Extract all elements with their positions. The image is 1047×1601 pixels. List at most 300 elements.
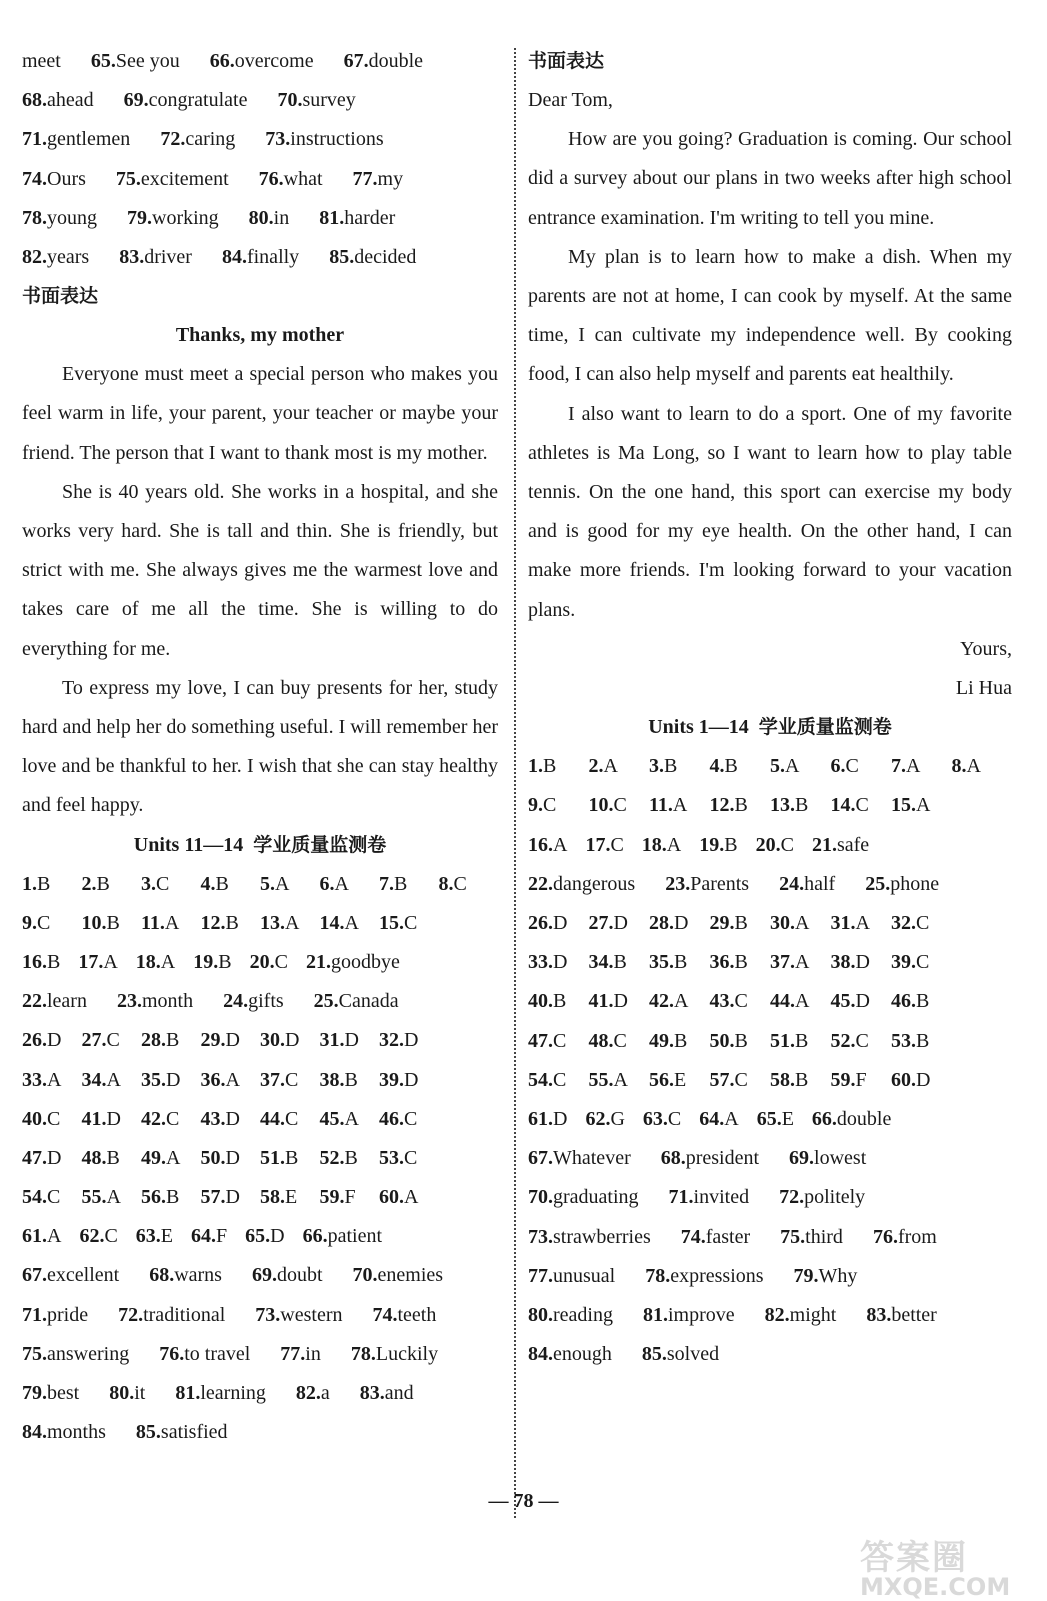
answer-item bbox=[22, 238, 89, 277]
answer-text: B bbox=[795, 1068, 809, 1091]
answer-text: learning bbox=[200, 1382, 266, 1404]
answer-row bbox=[528, 1178, 1012, 1217]
answer-text: B bbox=[106, 911, 120, 934]
answer-item bbox=[136, 1413, 228, 1452]
answer-item bbox=[952, 747, 1013, 786]
answer-item bbox=[770, 943, 831, 982]
answer-row bbox=[22, 904, 498, 943]
answer-number: 68. bbox=[660, 1147, 686, 1170]
answer-text: A bbox=[344, 911, 359, 934]
answer-text: Ours bbox=[47, 167, 86, 190]
answer-block-top bbox=[22, 42, 498, 277]
answer-item bbox=[22, 199, 97, 238]
answer-number: 8. bbox=[438, 872, 454, 895]
answer-row bbox=[22, 160, 498, 199]
answer-number: 72. bbox=[160, 128, 186, 151]
answer-item bbox=[865, 865, 939, 904]
answer-text: B bbox=[215, 872, 229, 895]
answer-number: 79. bbox=[22, 1382, 47, 1404]
answer-text: D bbox=[916, 1068, 931, 1091]
answer-number: 58. bbox=[260, 1186, 285, 1209]
answer-text: C bbox=[47, 1107, 61, 1130]
answer-text: A bbox=[666, 833, 682, 856]
answer-number: 36. bbox=[200, 1068, 226, 1091]
answer-item bbox=[222, 238, 299, 277]
answer-number: 69. bbox=[789, 1147, 815, 1170]
answer-number: 78. bbox=[22, 206, 47, 229]
answer-item bbox=[22, 1100, 82, 1139]
answer-text: B bbox=[724, 833, 738, 856]
answer-text: C bbox=[285, 1068, 299, 1091]
answer-item bbox=[353, 1256, 444, 1295]
answer-number: 45. bbox=[319, 1107, 345, 1130]
answer-text: See you bbox=[115, 50, 180, 72]
answer-item bbox=[891, 982, 952, 1021]
answer-item bbox=[319, 199, 395, 238]
answer-text: C bbox=[274, 950, 288, 973]
answer-item bbox=[353, 160, 404, 199]
answer-number: 40. bbox=[22, 1107, 47, 1130]
answer-number: 27. bbox=[588, 912, 614, 934]
answer-text: in bbox=[273, 206, 290, 229]
watermark-url: MXQE.COM bbox=[860, 1573, 1011, 1601]
answer-item bbox=[306, 943, 400, 982]
answer-number: 63. bbox=[135, 1225, 161, 1248]
answer-number: 81. bbox=[642, 1303, 668, 1326]
answer-number: 70. bbox=[528, 1186, 553, 1209]
answer-number: 19. bbox=[699, 833, 725, 856]
answer-text: D bbox=[553, 951, 568, 974]
answer-number: 26. bbox=[528, 912, 553, 934]
answer-item bbox=[379, 865, 439, 904]
answer-number: 3. bbox=[141, 872, 156, 895]
answer-item bbox=[831, 943, 892, 982]
answer-item bbox=[873, 1218, 937, 1257]
answer-item bbox=[329, 238, 416, 277]
answer-item bbox=[191, 1217, 227, 1256]
answer-row bbox=[528, 1296, 1012, 1335]
answer-number: 64. bbox=[699, 1107, 725, 1130]
answer-row bbox=[22, 1256, 498, 1295]
answer-item bbox=[22, 1335, 129, 1374]
answer-item bbox=[710, 982, 771, 1021]
answer-number: 85. bbox=[641, 1343, 667, 1366]
answer-number: 7. bbox=[379, 872, 394, 895]
answer-number: 12. bbox=[200, 911, 226, 934]
unit-heading-1-14 bbox=[528, 708, 1012, 747]
answer-number: 44. bbox=[770, 990, 795, 1013]
answer-text: E bbox=[674, 1068, 687, 1091]
answer-item bbox=[141, 1178, 201, 1217]
answer-number: 85. bbox=[135, 1421, 161, 1444]
answer-number: 46. bbox=[891, 990, 916, 1013]
answer-number: 51. bbox=[260, 1146, 285, 1169]
answer-item bbox=[320, 1021, 380, 1060]
answer-item bbox=[265, 120, 383, 159]
answer-number: 39. bbox=[891, 951, 916, 974]
answer-text: meet bbox=[22, 50, 61, 72]
answer-text: D bbox=[225, 1029, 240, 1052]
answer-row bbox=[528, 1100, 1012, 1139]
answer-text: D bbox=[47, 1029, 62, 1052]
answer-item bbox=[22, 160, 86, 199]
answer-text: C bbox=[855, 1029, 869, 1052]
answer-text: C bbox=[845, 755, 859, 778]
answer-row bbox=[22, 982, 498, 1021]
answer-text: D bbox=[404, 1029, 419, 1052]
answer-item bbox=[119, 238, 192, 277]
answer-item bbox=[528, 1335, 612, 1374]
answer-item bbox=[649, 943, 710, 982]
answer-item bbox=[245, 1217, 284, 1256]
answer-text: Luckily bbox=[375, 1342, 439, 1365]
answer-item bbox=[379, 1139, 439, 1178]
answer-item bbox=[831, 982, 892, 1021]
answer-item bbox=[649, 747, 710, 786]
answer-item bbox=[665, 865, 749, 904]
answer-text: A bbox=[285, 911, 300, 934]
answer-text: C bbox=[553, 1068, 567, 1091]
unit-title: Units 1—14 bbox=[648, 716, 749, 739]
answer-item bbox=[320, 1139, 380, 1178]
answer-text: C bbox=[613, 1029, 627, 1052]
unit-heading-11-14 bbox=[22, 826, 498, 865]
answer-text: Whatever bbox=[553, 1147, 631, 1170]
answer-text: B bbox=[734, 794, 748, 817]
answer-number: 35. bbox=[649, 951, 674, 974]
answer-item bbox=[589, 904, 650, 943]
answer-number: 78. bbox=[350, 1342, 376, 1365]
answer-item bbox=[891, 747, 952, 786]
answer-row bbox=[528, 943, 1012, 982]
answer-item bbox=[710, 1022, 771, 1061]
answer-text: B bbox=[37, 872, 51, 895]
paragraph: My plan is to learn how to make a dish. When my parents are not at home, I can cook by myself. At the same time, I can cultivate my independence well. By cooking food, I can also help myself and parents eat healthily. bbox=[528, 245, 1012, 386]
answer-item bbox=[141, 865, 201, 904]
answer-number: 4. bbox=[200, 872, 216, 895]
answer-number: 11. bbox=[141, 911, 165, 934]
answer-row bbox=[528, 786, 1012, 825]
answer-item bbox=[193, 943, 231, 982]
answer-item bbox=[22, 1139, 82, 1178]
answer-number: 57. bbox=[709, 1068, 735, 1091]
answer-row bbox=[22, 1061, 498, 1100]
answer-text: might bbox=[789, 1303, 837, 1326]
answer-text: double bbox=[368, 50, 424, 72]
answer-row bbox=[22, 199, 498, 238]
essay-body bbox=[22, 355, 498, 825]
answer-number: 33. bbox=[528, 951, 553, 974]
answer-number: 56. bbox=[649, 1068, 674, 1091]
answer-number: 26. bbox=[22, 1029, 47, 1052]
answer-text: harder bbox=[344, 206, 396, 229]
answer-item bbox=[770, 1022, 831, 1061]
answer-number: 6. bbox=[319, 872, 335, 895]
answer-row bbox=[22, 1217, 498, 1256]
answer-text: D bbox=[225, 1146, 240, 1169]
answer-number: 80. bbox=[248, 206, 274, 229]
answer-number: 76. bbox=[159, 1342, 185, 1365]
answer-row bbox=[528, 1257, 1012, 1296]
answer-number: 43. bbox=[200, 1107, 226, 1130]
answer-item bbox=[82, 1021, 142, 1060]
answer-text: B bbox=[166, 1186, 180, 1209]
answer-number: 71. bbox=[22, 128, 47, 151]
answer-text: and bbox=[384, 1382, 414, 1404]
answer-text: Canada bbox=[338, 990, 399, 1013]
answer-text: A bbox=[404, 1186, 419, 1209]
answer-number: 53. bbox=[379, 1146, 404, 1169]
answer-text: D bbox=[674, 912, 689, 934]
answer-number: 24. bbox=[223, 990, 249, 1013]
answer-text: B bbox=[285, 1146, 299, 1169]
answer-text: C bbox=[404, 1107, 418, 1130]
answer-text: enough bbox=[553, 1343, 612, 1366]
answer-text: F bbox=[344, 1186, 356, 1209]
answer-item bbox=[22, 1021, 82, 1060]
answer-text: C bbox=[610, 833, 624, 856]
answer-number: 79. bbox=[127, 206, 152, 229]
answer-item bbox=[22, 904, 82, 943]
answer-row bbox=[22, 1413, 498, 1452]
answer-number: 78. bbox=[645, 1264, 671, 1287]
section-heading-writing: 书面表达 bbox=[22, 285, 99, 308]
section-heading-writing: 书面表达 bbox=[528, 50, 605, 72]
right-column bbox=[528, 42, 1012, 1374]
answer-text: C bbox=[553, 1029, 567, 1052]
answer-number: 1. bbox=[528, 755, 543, 778]
answer-number: 67. bbox=[22, 1264, 47, 1287]
answer-text: B bbox=[96, 872, 110, 895]
answer-item bbox=[109, 1374, 145, 1413]
answer-text: D bbox=[166, 1068, 181, 1091]
answer-number: 25. bbox=[313, 990, 339, 1013]
answer-text: C bbox=[613, 794, 627, 817]
answer-text: driver bbox=[144, 245, 192, 268]
answer-number: 41. bbox=[81, 1107, 107, 1130]
answer-item bbox=[649, 982, 710, 1021]
answer-item bbox=[589, 786, 650, 825]
answer-row bbox=[22, 42, 498, 81]
answer-item bbox=[812, 826, 869, 865]
answer-text: D bbox=[553, 912, 568, 934]
answer-row bbox=[22, 865, 498, 904]
paragraph: I also want to learn to do a sport. One of my favorite athletes is Ma Long, so I want to learn how to play table tennis. On the one hand, this sport can exercise my body and is good for my eye health. On the other hand, I can make more friends. I'm looking forward to your vacation plans. bbox=[528, 402, 1012, 621]
answer-item bbox=[175, 1374, 266, 1413]
answer-number: 18. bbox=[135, 950, 161, 973]
answer-number: 52. bbox=[830, 1029, 856, 1052]
answer-number: 39. bbox=[379, 1068, 404, 1091]
answer-text: caring bbox=[185, 128, 236, 151]
answer-text: B bbox=[734, 1029, 748, 1052]
answer-item bbox=[252, 1256, 323, 1295]
answer-text: Parents bbox=[690, 872, 750, 895]
answer-number: 34. bbox=[81, 1068, 107, 1091]
answer-text: A bbox=[795, 912, 810, 934]
answer-number: 2. bbox=[81, 872, 97, 895]
answer-item bbox=[779, 1178, 865, 1217]
answer-row bbox=[528, 865, 1012, 904]
answer-text: western bbox=[280, 1303, 343, 1326]
answer-item bbox=[757, 1100, 794, 1139]
answer-item bbox=[136, 1217, 173, 1256]
answer-item bbox=[649, 1022, 710, 1061]
answer-item bbox=[320, 1178, 380, 1217]
answer-row bbox=[528, 826, 1012, 865]
answer-item bbox=[770, 747, 831, 786]
answer-number: 34. bbox=[588, 951, 614, 974]
answer-text: A bbox=[795, 951, 810, 974]
answer-number: 82. bbox=[295, 1382, 321, 1404]
answer-number: 67. bbox=[343, 50, 369, 72]
answer-item bbox=[22, 1178, 82, 1217]
answer-row bbox=[528, 1022, 1012, 1061]
answer-number: 70. bbox=[352, 1264, 378, 1287]
answer-number: 53. bbox=[891, 1029, 916, 1052]
answer-number: 37. bbox=[770, 951, 795, 974]
answer-text: strawberries bbox=[553, 1225, 651, 1248]
answer-text: lowest bbox=[814, 1147, 867, 1170]
answer-text: A bbox=[613, 1068, 628, 1091]
answer-number: 38. bbox=[319, 1068, 345, 1091]
answer-item bbox=[831, 786, 892, 825]
answer-number: 45. bbox=[830, 990, 856, 1013]
page-number: — 78 — bbox=[488, 1490, 559, 1512]
answer-item bbox=[210, 42, 314, 81]
answer-item bbox=[528, 1061, 589, 1100]
answer-item bbox=[260, 1139, 320, 1178]
answer-item bbox=[891, 943, 952, 982]
answer-item bbox=[117, 982, 193, 1021]
letter-body bbox=[528, 120, 1012, 630]
answer-item bbox=[528, 1257, 615, 1296]
answer-text: B bbox=[394, 872, 408, 895]
answer-item bbox=[699, 826, 737, 865]
answer-text: D bbox=[225, 1107, 240, 1130]
answer-item bbox=[643, 1100, 681, 1139]
answer-row bbox=[22, 1100, 498, 1139]
answer-number: 27. bbox=[81, 1029, 107, 1052]
answer-text: A bbox=[674, 990, 689, 1013]
answer-item bbox=[528, 1178, 639, 1217]
answer-text: traditional bbox=[143, 1303, 226, 1326]
answer-text: C bbox=[47, 1186, 61, 1209]
answer-number: 73. bbox=[528, 1225, 553, 1248]
answer-text: B bbox=[795, 794, 809, 817]
answer-item bbox=[260, 1061, 320, 1100]
essay-title: Thanks, my mother bbox=[175, 324, 345, 347]
letter-signature: Li Hua bbox=[955, 677, 1012, 700]
answer-number: 79. bbox=[793, 1264, 819, 1287]
answer-text: D bbox=[270, 1225, 285, 1248]
answer-item bbox=[649, 1061, 710, 1100]
answer-item bbox=[831, 747, 892, 786]
letter-closing: Yours, bbox=[960, 637, 1012, 660]
answer-text: invited bbox=[693, 1186, 750, 1209]
answer-number: 71. bbox=[22, 1303, 47, 1326]
answer-number: 61. bbox=[22, 1225, 47, 1248]
answer-number: 66. bbox=[302, 1225, 328, 1248]
answer-number: 75. bbox=[115, 167, 141, 190]
answer-number: 69. bbox=[251, 1264, 277, 1287]
answer-row bbox=[22, 1374, 498, 1413]
answer-number: 13. bbox=[770, 794, 795, 817]
answer-item bbox=[831, 1061, 892, 1100]
answer-item bbox=[344, 42, 423, 81]
answer-text: E bbox=[781, 1107, 794, 1130]
answer-number: 23. bbox=[116, 990, 142, 1013]
answer-item bbox=[351, 1335, 438, 1374]
answer-item bbox=[360, 1374, 414, 1413]
answer-number: 60. bbox=[891, 1068, 916, 1091]
answer-number: 55. bbox=[588, 1068, 614, 1091]
answer-item bbox=[277, 81, 355, 120]
answer-number: 8. bbox=[951, 755, 967, 778]
answer-text: B bbox=[795, 1029, 809, 1052]
answer-item bbox=[82, 865, 142, 904]
answer-text: C bbox=[106, 1029, 120, 1052]
answer-item bbox=[669, 1178, 750, 1217]
answer-number: 85. bbox=[329, 245, 355, 268]
left-column bbox=[22, 42, 498, 1452]
answer-item bbox=[124, 81, 248, 120]
answer-text: A bbox=[672, 794, 688, 817]
answer-text: A bbox=[795, 990, 810, 1013]
answer-number: 22. bbox=[528, 872, 553, 895]
answer-item bbox=[373, 1296, 437, 1335]
answer-number: 10. bbox=[588, 794, 614, 817]
answer-item bbox=[249, 199, 290, 238]
answer-item bbox=[528, 1100, 567, 1139]
answer-number: 80. bbox=[109, 1382, 135, 1404]
answer-text: instructions bbox=[290, 128, 384, 151]
answer-row bbox=[528, 1335, 1012, 1374]
answer-text: faster bbox=[705, 1225, 751, 1248]
answer-item bbox=[661, 1139, 759, 1178]
answer-item bbox=[116, 160, 229, 199]
answer-number: 68. bbox=[22, 89, 47, 112]
answer-text: survey bbox=[302, 89, 356, 112]
answer-text: B bbox=[553, 990, 567, 1013]
answer-number: 74. bbox=[22, 167, 47, 190]
answer-number: 32. bbox=[891, 912, 916, 934]
answer-item bbox=[280, 1335, 321, 1374]
answer-text: F bbox=[216, 1225, 228, 1248]
answer-number: 15. bbox=[379, 911, 404, 934]
answer-item bbox=[260, 904, 320, 943]
answer-item bbox=[314, 982, 399, 1021]
answer-text: A bbox=[344, 1107, 359, 1130]
answer-row bbox=[22, 1335, 498, 1374]
answer-item bbox=[643, 1296, 735, 1335]
answer-number: 28. bbox=[141, 1029, 166, 1052]
answer-text: B bbox=[543, 755, 557, 778]
answer-number: 62. bbox=[79, 1225, 105, 1248]
answer-item bbox=[780, 1218, 843, 1257]
watermark-logo bbox=[860, 1530, 1010, 1601]
answer-text: third bbox=[805, 1225, 843, 1248]
answer-text: learn bbox=[47, 990, 87, 1013]
answer-number: 83. bbox=[119, 245, 145, 268]
answer-number: 11. bbox=[649, 794, 673, 817]
answer-item bbox=[320, 1061, 380, 1100]
answer-text: A bbox=[916, 794, 931, 817]
answer-item bbox=[320, 1100, 380, 1139]
answer-number: 66. bbox=[811, 1107, 837, 1130]
answer-text: B bbox=[344, 1068, 358, 1091]
answer-text: excitement bbox=[140, 167, 229, 190]
answer-text: E bbox=[285, 1186, 298, 1209]
